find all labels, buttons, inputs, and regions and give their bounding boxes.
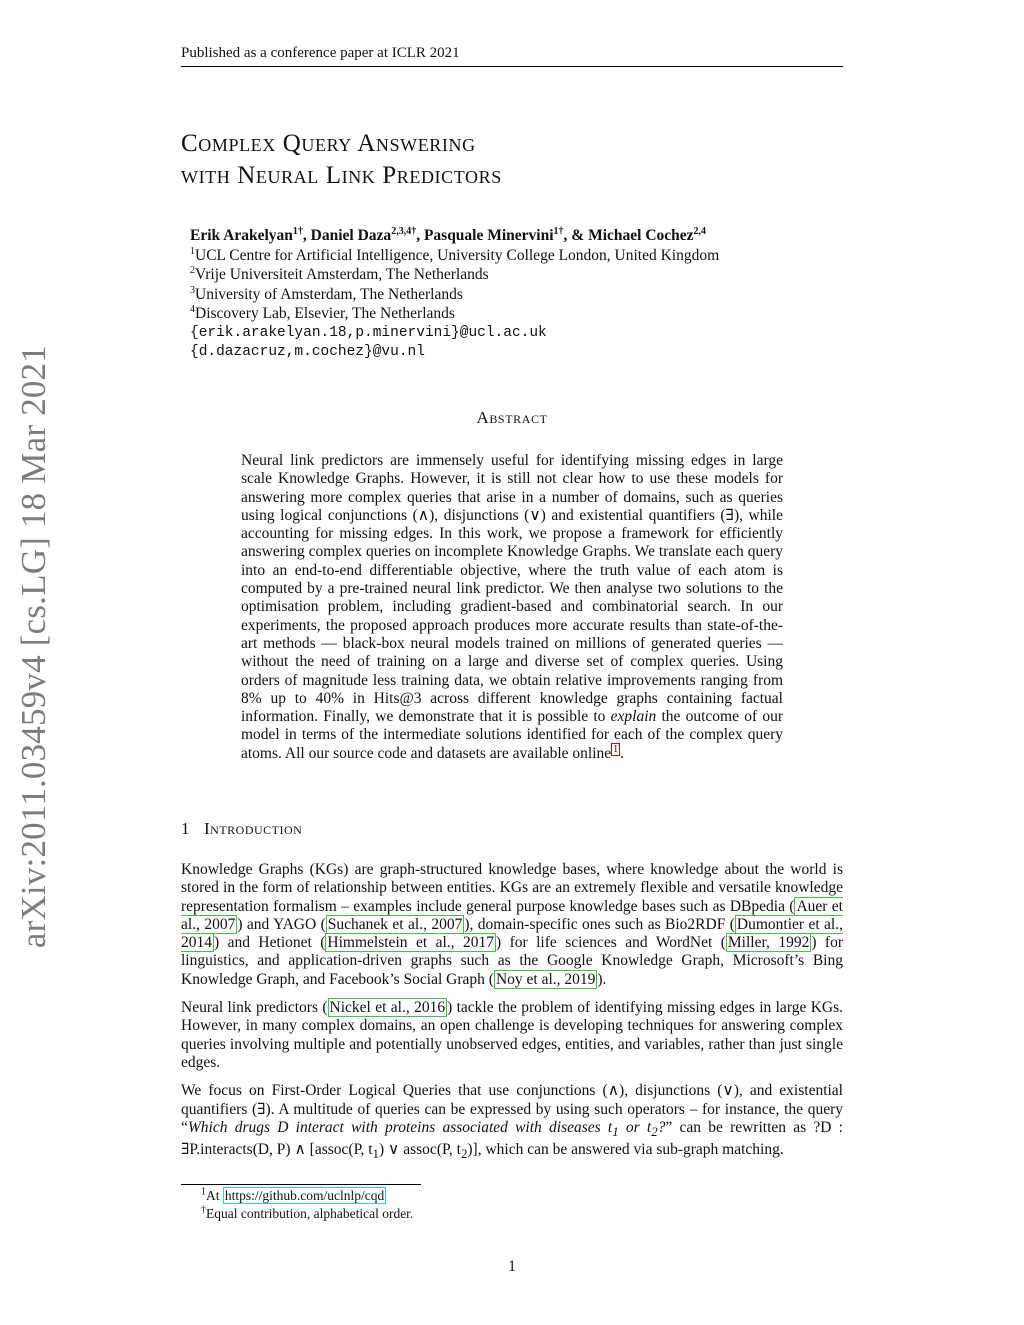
title-line-1: Complex Query Answering: [181, 130, 476, 157]
abstract-emphasis: explain: [610, 708, 657, 726]
formula-part: )]: [467, 1141, 478, 1159]
math-subscript: 2: [651, 1123, 658, 1139]
title-line-2: with Neural Link Predictors: [181, 162, 502, 189]
affiliation-4: $^4$Discovery Lab, Elsevier, The Netherlands: [190, 303, 455, 322]
citation-auer-2007[interactable]: Auer et al., 2007: [181, 897, 843, 933]
arxiv-id-text[interactable]: arXiv:2011.03459v4 [cs.LG] 18 Mar 2021: [14, 344, 53, 949]
text-run: ).: [597, 970, 607, 988]
author-4-marks: 2,4: [693, 225, 707, 237]
author-1: Erik Arakelyan: [190, 227, 293, 244]
author-3: Pasquale Minervini: [423, 227, 554, 244]
text-run: ” can be rewritten as: [665, 1118, 814, 1136]
citation-miller-1992[interactable]: Miller, 1992: [727, 934, 810, 952]
footnote-2-mark: †: [201, 1204, 206, 1216]
affiliation-3: $^3$University of Amsterdam, The Netherlands: [190, 284, 463, 303]
text-run: ?: [657, 1118, 666, 1136]
math-var: t: [646, 1118, 652, 1136]
text-run: ), domain-specific ones such as Bio2RDF (: [464, 915, 735, 933]
math-var: D: [277, 1118, 289, 1136]
text-run: Which drugs: [187, 1118, 278, 1136]
introduction-body: [181, 861, 843, 1174]
author-block: [190, 226, 850, 363]
abstract-text-3: .: [620, 744, 625, 762]
text-run: We focus on First-Order Logical Queries that use conjunctions (∧), disjunctions (∨), and existential quantifiers (∃). A multitude of queries can be expressed by using such operators – for instance, the query “: [181, 1082, 843, 1136]
text-run: ) and YAGO (: [237, 915, 326, 933]
abstract-body: [241, 452, 783, 763]
author-4: & Michael Cochez: [571, 227, 694, 244]
footnotes: [201, 1187, 841, 1223]
citation-nickel-2016[interactable]: Nickel et al., 2016: [329, 999, 446, 1017]
text-run: Knowledge Graphs (KGs) are graph-structured knowledge bases, where knowledge about the world is stored in the form of relationship between entities. KGs are an extremely flexible and versatile knowledge representation formalism – examples include general purpose knowledge bases such as DBpedia (: [181, 861, 843, 915]
affiliation-4-text: Discovery Lab, Elsevier, The Netherlands: [195, 305, 455, 322]
text-run: , which can be answered via sub-graph matching.: [477, 1141, 784, 1159]
author-names: Erik Arakelyan$^{1\dagger}$, Daniel Daza$^{2,3,4\dagger}$, Pasquale Minervini$^{1\dagger}$, & Michael Cochez$^{2,4}$: [190, 225, 707, 244]
math-var: t: [607, 1118, 613, 1136]
citation-noy-2019[interactable]: Noy et al., 2019: [495, 970, 596, 988]
citation-suchanek-2007[interactable]: Suchanek et al., 2007: [327, 915, 463, 933]
paragraph-2: [181, 999, 843, 1072]
formula-part: ) ∨ assoc(P, t: [378, 1141, 461, 1159]
author-2-marks: 2,3,4†: [391, 225, 417, 237]
math-subscript: 2: [460, 1146, 468, 1162]
footnote-ref-1[interactable]: 1: [613, 743, 619, 755]
citation-dumontier-2014[interactable]: Dumontier et al., 2014: [181, 915, 843, 952]
footnote-divider: [181, 1184, 421, 1185]
affiliation-2-text: Vrije Universiteit Amsterdam, The Netherlands: [195, 266, 489, 283]
footnote-1-prefix: At: [206, 1188, 223, 1203]
formula-part: ?D : ∃P.interacts(D, P) ∧ [assoc(P, t: [181, 1118, 843, 1159]
email-line-1: {erik.arakelyan.18,p.minervini}@ucl.ac.uk: [190, 324, 547, 341]
running-header: Published as a conference paper at ICLR 2021: [181, 44, 843, 67]
paper-title: [181, 128, 821, 192]
affiliation-1: $^1$UCL Centre for Artificial Intelligence, University College London, United Kingdom: [190, 245, 720, 264]
text-run: ) tackle the problem of identifying missing edges in large KGs. However, in many complex domains, an open challenge is developing techniques for answering complex queries involving multiple and potentially unobserved edges, entities, and variables, rather than just single edges.: [181, 999, 843, 1071]
section-title: Introduction: [204, 819, 303, 838]
abstract-text-1: Neural link predictors are immensely useful for identifying missing edges in large scale Knowledge Graphs. However, it is still not clear how to use these models for answering more complex queries that arise in a number of domains, such as queries using logical conjunctions (∧), disjunctions (∨) and existential quantifiers (∃), while accounting for missing edges. In this work, we propose a framework for efficiently answering complex queries on incomplete Knowledge Graphs. We translate each query into an end-to-end differentiable objective, where the truth value of each atom is computed by a pre-trained neural link predictor. We then analyse two solutions to the optimisation problem, including gradient-based and combinatorial search. In our experiments, the proposed approach produces more accurate results than state-of-the-art methods — black-box neural models trained on millions of generated queries — without the need of training on a large and diverse set of complex queries. Using orders of magnitude less training data, we obtain relative improvements ranging from 8% up to 40% in Hits@3 across different knowledge graphs containing factual information. Finally, we demonstrate that it is possible to: [241, 452, 783, 726]
text-run: interact with proteins associated with diseases: [288, 1118, 608, 1136]
abstract-heading: Abstract: [476, 408, 548, 427]
email-line-2: {d.dazacruz,m.cochez}@vu.nl: [190, 344, 425, 360]
text-run: or: [618, 1118, 647, 1136]
arxiv-stamp: [8, 344, 60, 949]
example-query: [187, 1118, 666, 1139]
page-number: 1: [508, 1258, 516, 1275]
paragraph-3: [181, 1082, 843, 1163]
footnote-2-text: Equal contribution, alphabetical order.: [206, 1206, 414, 1221]
affiliation-3-text: University of Amsterdam, The Netherlands: [195, 285, 463, 303]
abstract-text-2: the outcome of our model in terms of the intermediate solutions identified for each of the complex query atoms. All our source code and datasets are available online: [241, 708, 783, 762]
footnote-2: [201, 1205, 841, 1223]
affiliation-1-text: UCL Centre for Artificial Intelligence, University College London, United Kingdom: [195, 246, 720, 264]
text-run: ) for linguistics, and application-driven graphs such as the Google Knowledge Graph, Microsoft’s Bing Knowledge Graph, and Facebook’s Social Graph (: [181, 934, 844, 988]
repository-link[interactable]: https://github.com/uclnlp/cqd: [224, 1188, 385, 1203]
footnote-1-mark: 1: [201, 1186, 206, 1198]
author-2: Daniel Daza: [310, 227, 392, 244]
paragraph-1: [181, 861, 843, 989]
author-3-marks: 1†: [553, 225, 564, 237]
text-run: ) and Hetionet (: [214, 934, 326, 952]
text-run: ) for life sciences and WordNet (: [495, 934, 726, 952]
math-subscript: 1: [372, 1146, 379, 1162]
section-heading: [181, 819, 581, 839]
affiliation-2: $^2$Vrije Universiteit Amsterdam, The Netherlands: [190, 264, 489, 283]
footnote-1: [201, 1187, 841, 1205]
math-subscript: 1: [612, 1123, 619, 1139]
text-run: Neural link predictors (: [181, 999, 328, 1017]
citation-himmelstein-2017[interactable]: Himmelstein et al., 2017: [327, 934, 494, 952]
section-number: 1: [181, 819, 190, 838]
author-1-marks: 1†: [292, 225, 303, 237]
